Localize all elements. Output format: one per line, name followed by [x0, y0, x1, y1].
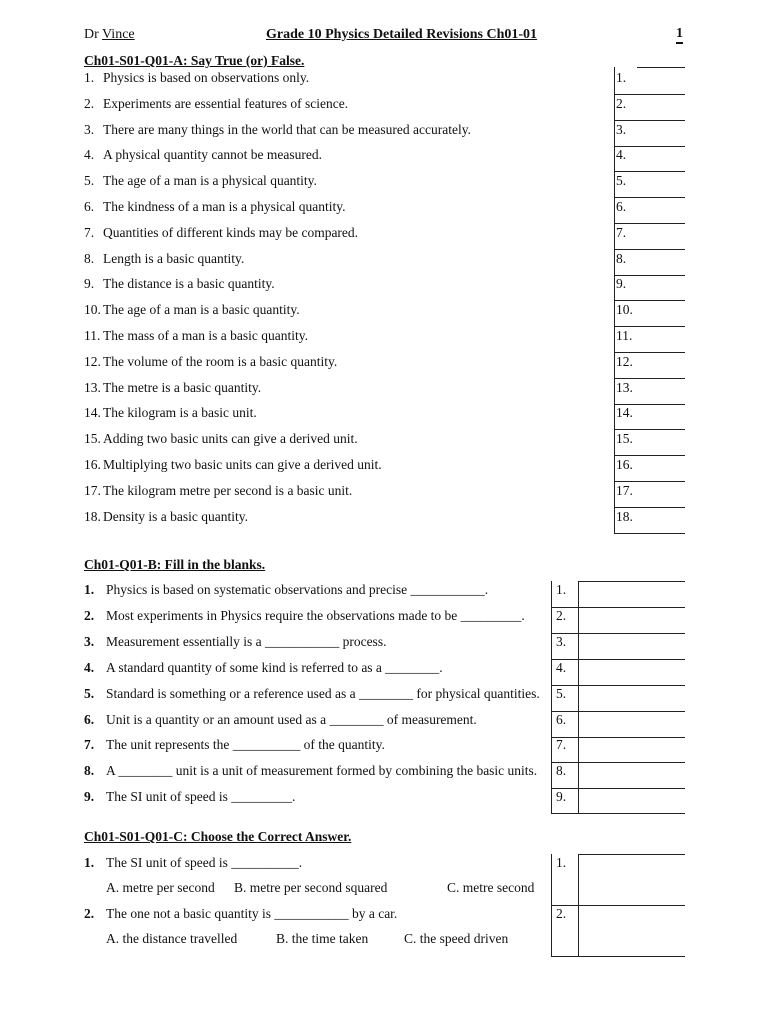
item-number: 15.	[84, 431, 101, 446]
answer-box-line	[614, 352, 685, 353]
answer-table-line	[551, 956, 685, 957]
answer-table-divider	[578, 854, 579, 956]
statement-text: Adding two basic units can give a derived unit.	[103, 431, 358, 446]
statement-text: The kilogram is a basic unit.	[103, 405, 257, 420]
answer-option: B. metre per second squared	[234, 880, 388, 895]
answer-box-line	[614, 94, 685, 95]
item-number: 6.	[84, 712, 95, 727]
item-number: 1.	[84, 70, 95, 85]
answer-box-number: 9.	[556, 789, 567, 804]
answer-table-line	[551, 633, 685, 634]
section-b-heading: Ch01-Q01-B: Fill in the blanks.	[84, 557, 266, 572]
answer-box-number: 9.	[616, 276, 627, 291]
answer-box-number: 11.	[616, 328, 633, 343]
blank-text: Standard is something or a reference used as a ________ for physical quantities.	[106, 686, 540, 701]
answer-box-number: 1.	[556, 582, 567, 597]
author-name: Vince	[102, 27, 135, 42]
item-number: 12.	[84, 354, 101, 369]
question-text: The SI unit of speed is __________.	[106, 855, 303, 870]
answer-table-line	[551, 813, 685, 814]
statement-text: The volume of the room is a basic quantity.	[103, 354, 338, 369]
answer-box-number: 6.	[556, 712, 567, 727]
answer-table-line	[551, 711, 685, 712]
answer-box-number: 18.	[616, 509, 633, 524]
item-number: 2.	[84, 906, 95, 921]
answer-table-line	[551, 607, 685, 608]
answer-box-number: 7.	[616, 225, 627, 240]
answer-table-line	[551, 762, 685, 763]
answer-table-line	[551, 788, 685, 789]
answer-box-line	[614, 533, 685, 534]
item-number: 3.	[84, 634, 95, 649]
item-number: 7.	[84, 737, 95, 752]
item-number: 8.	[84, 763, 95, 778]
author-line	[84, 27, 135, 43]
answer-box-line	[614, 429, 685, 430]
statement-text: Experiments are essential features of science.	[103, 96, 349, 111]
statement-text: The age of a man is a physical quantity.	[103, 173, 317, 188]
answer-table-line	[578, 581, 685, 582]
item-number: 3.	[84, 122, 95, 137]
answer-table-line	[551, 737, 685, 738]
answer-box-number: 8.	[616, 251, 627, 266]
statement-text: Physics is based on observations only.	[103, 70, 310, 85]
answer-box-number: 1.	[556, 855, 567, 870]
item-number: 1.	[84, 855, 95, 870]
item-number: 7.	[84, 225, 95, 240]
answer-box-line	[614, 507, 685, 508]
answer-box-number: 5.	[556, 686, 567, 701]
answer-box-number: 5.	[616, 173, 627, 188]
answer-box-line	[614, 223, 685, 224]
item-number: 6.	[84, 199, 95, 214]
author-prefix: Dr	[84, 27, 99, 42]
answer-box-number: 4.	[616, 147, 627, 162]
answer-option: C. metre second	[447, 880, 535, 895]
answer-option: A. the distance travelled	[106, 931, 238, 946]
answer-box-number: 1.	[616, 70, 627, 85]
statement-text: The kindness of a man is a physical quantity.	[103, 199, 346, 214]
statement-text: A physical quantity cannot be measured.	[103, 147, 322, 162]
answer-box-number: 2.	[556, 608, 567, 623]
item-number: 8.	[84, 251, 95, 266]
answer-box-line	[614, 249, 685, 250]
answer-box-number: 17.	[616, 483, 633, 498]
answer-box-number: 10.	[616, 302, 633, 317]
item-number: 14.	[84, 405, 101, 420]
statement-text: The age of a man is a basic quantity.	[103, 302, 300, 317]
answer-box-number: 3.	[616, 122, 627, 137]
answer-box-number: 6.	[616, 199, 627, 214]
item-number: 4.	[84, 660, 95, 675]
answer-column-border	[614, 67, 615, 534]
blank-text: The SI unit of speed is _________.	[106, 789, 296, 804]
answer-box-line	[614, 326, 685, 327]
blank-text: The unit represents the __________ of the quantity.	[106, 737, 385, 752]
answer-box-number: 15.	[616, 431, 633, 446]
answer-column-top-line	[637, 67, 685, 68]
answer-box-line	[614, 481, 685, 482]
page-number: 1	[676, 26, 683, 44]
answer-box-line	[614, 455, 685, 456]
statement-text: The mass of a man is a basic quantity.	[103, 328, 308, 343]
answer-box-line	[614, 197, 685, 198]
item-number: 9.	[84, 276, 95, 291]
item-number: 1.	[84, 582, 95, 597]
section-a-heading: Ch01-S01-Q01-A: Say True (or) False.	[84, 53, 305, 68]
statement-text: There are many things in the world that can be measured accurately.	[103, 122, 471, 137]
answer-box-number: 8.	[556, 763, 567, 778]
blank-text: Unit is a quantity or an amount used as a ________ of measurement.	[106, 712, 477, 727]
answer-box-number: 3.	[556, 634, 567, 649]
answer-option: A. metre per second	[106, 880, 215, 895]
statement-text: The distance is a basic quantity.	[103, 276, 275, 291]
answer-table-line	[551, 659, 685, 660]
statement-text: The metre is a basic quantity.	[103, 380, 262, 395]
statement-text: Length is a basic quantity.	[103, 251, 245, 266]
item-number: 13.	[84, 380, 101, 395]
answer-option: B. the time taken	[276, 931, 369, 946]
answer-box-number: 12.	[616, 354, 633, 369]
item-number: 2.	[84, 608, 95, 623]
item-number: 2.	[84, 96, 95, 111]
answer-box-number: 13.	[616, 380, 633, 395]
answer-box-line	[614, 378, 685, 379]
item-number: 9.	[84, 789, 95, 804]
answer-option: C. the speed driven	[404, 931, 509, 946]
answer-box-number: 2.	[556, 906, 567, 921]
statement-text: Quantities of different kinds may be compared.	[103, 225, 359, 240]
item-number: 17.	[84, 483, 101, 498]
answer-table-left-border	[551, 854, 552, 956]
answer-table-line	[551, 685, 685, 686]
answer-table-line	[551, 905, 685, 906]
blank-text: Most experiments in Physics require the observations made to be _________.	[106, 608, 525, 623]
answer-box-line	[614, 171, 685, 172]
question-text: The one not a basic quantity is ___________ by a car.	[106, 906, 398, 921]
answer-box-number: 14.	[616, 405, 633, 420]
item-number: 16.	[84, 457, 101, 472]
item-number: 5.	[84, 173, 95, 188]
answer-box-line	[614, 300, 685, 301]
answer-box-number: 2.	[616, 96, 627, 111]
statement-text: Density is a basic quantity.	[103, 509, 248, 524]
item-number: 5.	[84, 686, 95, 701]
blank-text: A ________ unit is a unit of measurement formed by combining the basic units.	[106, 763, 538, 778]
answer-table-left-border	[551, 581, 552, 813]
item-number: 4.	[84, 147, 95, 162]
statement-text: The kilogram metre per second is a basic unit.	[103, 483, 353, 498]
section-c-heading: Ch01-S01-Q01-C: Choose the Correct Answer.	[84, 829, 352, 844]
item-number: 18.	[84, 509, 101, 524]
page-title: Grade 10 Physics Detailed Revisions Ch01-01	[266, 27, 538, 42]
statement-text: Multiplying two basic units can give a derived unit.	[103, 457, 382, 472]
blank-text: Physics is based on systematic observations and precise ___________.	[106, 582, 489, 597]
answer-box-line	[614, 120, 685, 121]
answer-box-number: 4.	[556, 660, 567, 675]
item-number: 10.	[84, 302, 101, 317]
blank-text: A standard quantity of some kind is referred to as a ________.	[106, 660, 443, 675]
answer-table-divider	[578, 581, 579, 813]
answer-table-line	[578, 854, 685, 855]
item-number: 11.	[84, 328, 101, 343]
answer-box-number: 7.	[556, 737, 567, 752]
answer-box-number: 16.	[616, 457, 633, 472]
blank-text: Measurement essentially is a ___________ process.	[106, 634, 387, 649]
